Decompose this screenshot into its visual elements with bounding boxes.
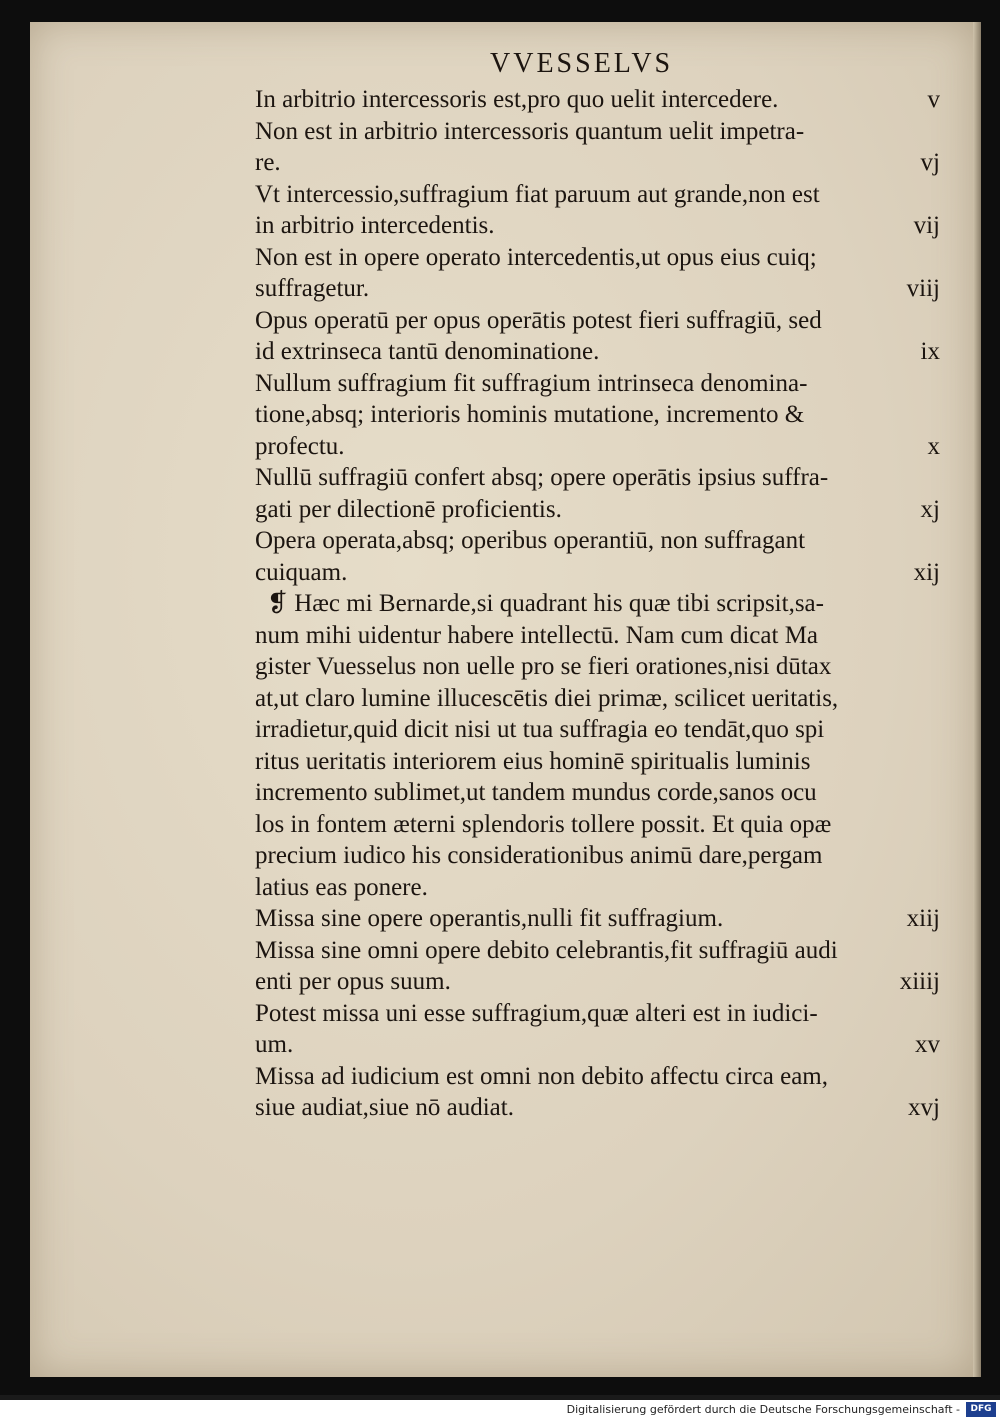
text-line (255, 683, 945, 715)
text-line (255, 494, 945, 526)
line-text: los in fontem æterni splendoris tollere possit. Et quia opæ (255, 810, 832, 838)
line-text: suffragetur. (255, 275, 370, 302)
line-text: Missa ad iudicium est omni non debito affectu circa eam, (255, 1062, 828, 1090)
text-line (255, 840, 945, 872)
text-line (255, 305, 945, 337)
text-line (255, 872, 945, 904)
text-line (255, 777, 945, 809)
line-text: cuiquam. (255, 558, 348, 586)
thesis-number: xiiij (899, 968, 940, 995)
line-text: Missa sine omni opere debito celebrantis,fit suffragiū audi (255, 936, 838, 964)
thesis-number: ix (920, 338, 940, 365)
line-text: re. (255, 149, 281, 176)
funding-credit: Digitalisierung gefördert durch die Deutsche Forschungsgemeinschaft - (566, 1403, 960, 1416)
text-line (255, 179, 945, 211)
line-text: tione,absq; interioris hominis mutatione, incremento & (255, 401, 805, 428)
text-line (255, 935, 945, 967)
text-line (255, 620, 945, 652)
line-text: Missa sine opere operantis,nulli fit suffragium. (255, 905, 724, 932)
text-line (255, 336, 945, 368)
line-text: id extrinseca tantū denominatione. (255, 338, 600, 365)
text-line (255, 998, 945, 1030)
line-text: Nullū suffragiū confert absq; opere operātis ipsius suffra- (255, 464, 829, 491)
line-text: um. (255, 1031, 294, 1058)
line-text: at,ut claro lumine illucescētis diei primæ, scilicet ueritatis, (255, 684, 839, 712)
thesis-number: xv (915, 1031, 940, 1058)
line-text: Opus operatū per opus operātis potest fieri suffragiū, sed (255, 306, 822, 334)
thesis-number: xij (913, 558, 940, 586)
line-text: gati per dilectionē proficientis. (255, 495, 562, 523)
thesis-number: viij (906, 275, 940, 302)
dfg-logo: DFG (966, 1402, 996, 1417)
text-line (255, 1092, 945, 1124)
text-line (255, 651, 945, 683)
line-text: Non est in opere operato intercedentis,ut opus eius cuiq; (255, 243, 817, 271)
text-line (255, 966, 945, 998)
thesis-number: v (927, 86, 940, 113)
line-text: enti per opus suum. (255, 968, 451, 995)
line-text: gister Vuesselus non uelle pro se fieri orationes,nisi dūtax (255, 653, 832, 680)
line-text: Non est in arbitrio intercessoris quantum uelit impetra- (255, 117, 805, 145)
text-line (255, 746, 945, 778)
line-text: incremento sublimet,ut tandem mundus corde,sanos ocu (255, 779, 817, 806)
line-text: siue audiat,siue nō audiat. (255, 1094, 514, 1121)
text-line (255, 1029, 945, 1061)
text-line (255, 525, 945, 557)
line-text: profectu. (255, 432, 345, 460)
text-line (255, 588, 945, 620)
line-text: in arbitrio intercedentis. (255, 212, 495, 239)
text-line (255, 1061, 945, 1093)
line-text: ritus ueritatis interiorem eius hominē spiritualis luminis (255, 747, 811, 775)
thesis-number: x (927, 432, 940, 460)
line-text: precium iudico his considerationibus animū dare,pergam (255, 842, 823, 869)
thesis-number: vij (913, 212, 940, 239)
text-line (255, 242, 945, 274)
page-edge (973, 22, 981, 1377)
text-line (255, 84, 945, 116)
line-text: Opera operata,absq; operibus operantiū, non suffragant (255, 527, 806, 554)
running-header: VVESSELVS (490, 48, 674, 79)
text-line (255, 903, 945, 935)
line-text: irradietur,quid dicit nisi ut tua suffragia eo tendāt,quo spi (255, 716, 825, 743)
text-line (255, 431, 945, 463)
line-text: Potest missa uni esse suffragium,quæ alteri est in iudici- (255, 999, 818, 1027)
line-text: In arbitrio intercessoris est,pro quo uelit intercedere. (255, 86, 779, 113)
thesis-number: xvj (908, 1094, 940, 1121)
text-line (255, 368, 945, 400)
text-line (255, 557, 945, 589)
text-line (255, 147, 945, 179)
thesis-number: xiij (906, 905, 940, 932)
text-line (255, 714, 945, 746)
line-text: latius eas ponere. (255, 873, 428, 901)
thesis-number: vj (920, 149, 940, 176)
line-text: Nullum suffragium fit suffragium intrinseca denomina- (255, 369, 808, 397)
text-line (255, 399, 945, 431)
thesis-number: xj (920, 495, 940, 523)
line-text: ❡ Hæc mi Bernarde,si quadrant his quæ tibi scripsit,sa- (267, 590, 824, 617)
text-line (255, 273, 945, 305)
text-body (255, 84, 945, 1124)
line-text: Vt intercessio,suffragium fiat paruum aut grande,non est (255, 180, 820, 208)
text-line (255, 116, 945, 148)
text-line (255, 809, 945, 841)
digitization-footer (0, 1400, 1000, 1421)
text-line (255, 462, 945, 494)
line-text: num mihi uidentur habere intellectū. Nam cum dicat Ma (255, 621, 819, 649)
text-line (255, 210, 945, 242)
